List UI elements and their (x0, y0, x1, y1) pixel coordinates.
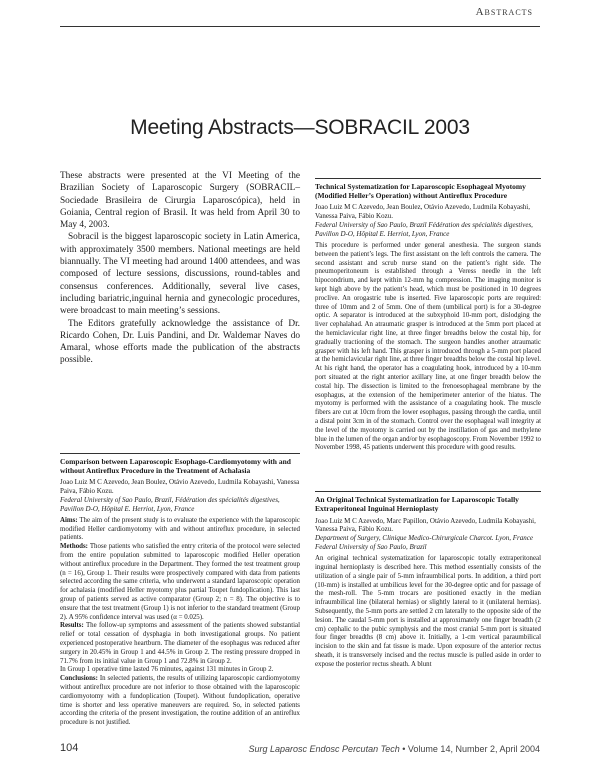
abstract-body (315, 555, 541, 669)
section-label: Conclusions: (60, 675, 98, 683)
paragraph-text: In Group 1 operative time lasted 76 minutes, against 131 minutes in Group 2. (60, 666, 274, 674)
abstract-title: Technical Systematization for Laparoscopic Esophageal Myotomy (Modified Heller’s Operation) without Antireflux Procedure (315, 182, 526, 201)
paragraph-text: Those patients who satisfied the entry criteria of the protocol were selected from the entire population submitted to laparoscopic modified Heller operation without antireflux procedure in the Department. They formed the test treatment group (n = 16), Group 1. Their results were prospectively compared with data from patients selected according the same criteria, who underwent a standard laparoscopic operation for achalasia (modified Heller myotomy plus partial Toupet fundoplication). This last group of patients served as active comparator (Group 2; n = 8). The objective is to ensure that the test treatment (Group 1) is not inferior to the standard treatment (Group 2). A 95% confidence interval was used (α = 0.025). (60, 543, 300, 621)
left-column (60, 170, 300, 728)
abstract-heller-myotomy (315, 178, 541, 453)
intro-paragraph: The Editors gratefully acknowledge the assistance of Dr. Ricardo Cohen, Dr. Luis Pandini, and Dr. Waldemar Naves do Amaral, whose efforts made the publication of the abstracts possible. (60, 318, 300, 366)
abstract-paragraph: This procedure is performed under general anesthesia. The surgeon stands between the patient’s legs. The first assistant on the left controls the camera. The second assistant and scrub nurse stand on the patient’s right side. The pneumoperitoneum is established through a Veress needle in the left hipocondrium, and kept within 12-mm hg compression. The imaging monitor is kept high above by the patient’s head, which must be positioned in 10 degrees proclive. An orogastric tube is inserted. Five laparoscopic ports are required: three of 10mm and 2 of 5mm. One of them (umbilical port) is for a 30-degree optic. A separator is introduced at the subxyphoid 10-mm port, dislodging the liver cephalahad. An atraumatic grasper is introduced at the 5mm port placed at the hemiclavicular right line, at three finger breadths below the costal hip, for gradually tractioning of the stomach. The surgeon handles another atraumatic grasper with his left hand. This grasper is introduced through a 5-mm port placed at the hemiclavicular right line, at three finger breadths below the costal hip level. At his right hand, the operator has a coagulating hook, introduced by a 10-mm port situated at the right anterior axillary line, at one finger breadth below the costal hip. The dissection is limited to the frenoesophageal membrane by the esophagus, at the extension of the hemiperimeter anterior of the hiatus. The myotomy is performed with the assistance of a coagulating hook. The muscle fibers are cut at 10cm from the lower esophagus, passing through the cardia, until a distal point 3cm in of the stomach. Control over the esophageal wall integrity at the level of the myotomy is carried out by the instillation of gas and methylene blue in the lumen of the organ and/or by esophagoscopy. From November 1992 to November 1998, 45 patients underwent this procedure with good results. (315, 242, 542, 452)
section-label: Aims: (60, 516, 78, 524)
abstract-body (60, 517, 300, 728)
abstract-paragraph (60, 666, 300, 675)
intro (60, 170, 300, 367)
abstract-title: An Original Technical Systematization for Laparoscopic Totally Extraperitoneal Inguinal Hernioplasty (315, 495, 519, 514)
paragraph-text: The aim of the present study is to evaluate the experience with the laparoscopic modified Heller cardiomyotomy with and without antireflux procedure, in selected patients. (60, 516, 300, 542)
intro-paragraph: Sobracil is the biggest laparoscopic society in Latin America, with approximately 3500 members. National meetings are held biannually. The VI meeting had around 1400 attendees, and was composed of lecture sessions, discussions, round-tables and consensus conferences. Additionally, several live cases, including bariatric,inguinal hernia and gynecologic procedures, were broadcast to main meeting’s sessions. (60, 232, 300, 317)
abstract-paragraph (60, 622, 300, 666)
right-column (315, 170, 541, 670)
paragraph-text: In selected patients, the results of utilizing laparoscopic cardiomyotomy without antireflux procedure are not inferior to those obtained with the laparoscopic cardiomyotomy with a fundoplication (Toupet). Without fundoplication, operative time is shorter and less operative maneuvers are required. So, in selected patients according the criteria of the present investigation, the routine addition of an antireflux procedure is not justified. (60, 675, 300, 727)
abstract-paragraph: An original technical systematization for laparoscopic totally extraperitoneal inguinal hernioplasty is described here. This method essentially consists of the utilization of a single pair of 5-mm infraumbilical ports. In addition, a third port (10-mm) is installed at umbilicus level for the 30-degree optic and for passage of the mesh-roll. The 5-mm trocars are positioned exactly in the median infraumbilical line (bilateral hernias) or slightly lateral to it (unilateral hernias). Subsequently, the 5-mm ports are settled 2 cm laterally to the opposite side of the lesion. The caudal 5-mm port is installed at approximately one finger breadth (2 cm) cephalic to the pubic symphysis and the most cranial 5-mm port is situated four finger breadths (8 cm) above it. Initially, a 1-cm vertical paraumbilical incision to the skin and fat tissue is made. Upon exposure of the anterior rectus sheath, it is transversely incised and the rectus muscle is pulled aside in order to expose the posterior rectus sheath. A blunt (315, 555, 541, 668)
page-title: Meeting Abstracts—SOBRACIL 2003 (130, 116, 470, 139)
abstract-paragraph (60, 517, 300, 543)
section-label: Methods: (60, 543, 88, 551)
abstract-authors: Joao Luiz M C Azevedo, Jean Boulez, Otávio Azevedo, Ludmila Kobayashi, Vanessa Paiva, Fábio Kozu. (315, 203, 531, 221)
abstract-affiliation: Federal University of Sao Paulo, Brazil, Fédération des spécialités digestives, Pavillon D-O, Hôpital E. Herriot, Lyon, France (60, 495, 280, 513)
abstract-paragraph (60, 543, 300, 622)
journal-name: Surg Laparosc Endosc Percutan Tech (248, 744, 400, 754)
abstract-body (315, 242, 541, 453)
page-number: 104 (60, 742, 79, 754)
section-label: Results: (60, 622, 84, 630)
abstract-paragraph (60, 675, 300, 728)
paragraph-text: The follow-up symptoms and assessment of the patients showed substantial relief or total cessation of dysphagia in both investigational groups. No patient experienced postoperative heartburn. The diameter of the esophagus was reduced after surgery in 20.45% in Group 1 and 44.5% in Group 2. The resting pressure dropped in 71.7% from its initial value in Group 1 and 72.8% in Group 2. (60, 622, 300, 665)
section-header: Abstracts (475, 6, 533, 18)
header-rule (60, 26, 540, 27)
journal-citation (249, 744, 541, 754)
abstract-authors: Joao Luiz M C Azevedo, Marc Papillon, Otávio Azevedo, Ludmila Kobayashi, Vanessa Paiva, Fábio Kozu. (315, 516, 536, 534)
abstract-inguinal-hernioplasty (315, 491, 541, 669)
abstract-affiliation: Department of Surgery, Clinique Medico-Chirurgicale Charcot. Lyon, France Federal University of Sao Paulo, Brazil (315, 534, 533, 552)
abstract-achalasia-comparison (60, 453, 300, 728)
abstract-authors: Joao Luiz M C Azevedo, Jean Boulez, Otávio Azevedo, Ludmila Kobayashi, Vanessa Paiva, Fábio Kozu. (60, 478, 300, 496)
abstract-title: Comparison between Laparoscopic Esophago-Cardiomyotomy with and without Antireflux Procedure in the Treatment of Achalasia (60, 456, 291, 475)
journal-issue: • Volume 14, Number 2, April 2004 (399, 744, 540, 754)
intro-paragraph: These abstracts were presented at the VI Meeting of the Brazilian Society of Laparoscopic Surgery (SOBRACIL–Sociedade Brasileira de Cirurgia Laparoscópica), held in Goiania, Central region of Brasil. It was held from April 30 to May 4, 2003. (60, 171, 300, 231)
abstract-affiliation: Federal University of Sao Paulo, Brazil Fédération des spécialités digestives, Pavillon D-O, Hôpital E. Herriot, Lyon, France (315, 221, 533, 239)
